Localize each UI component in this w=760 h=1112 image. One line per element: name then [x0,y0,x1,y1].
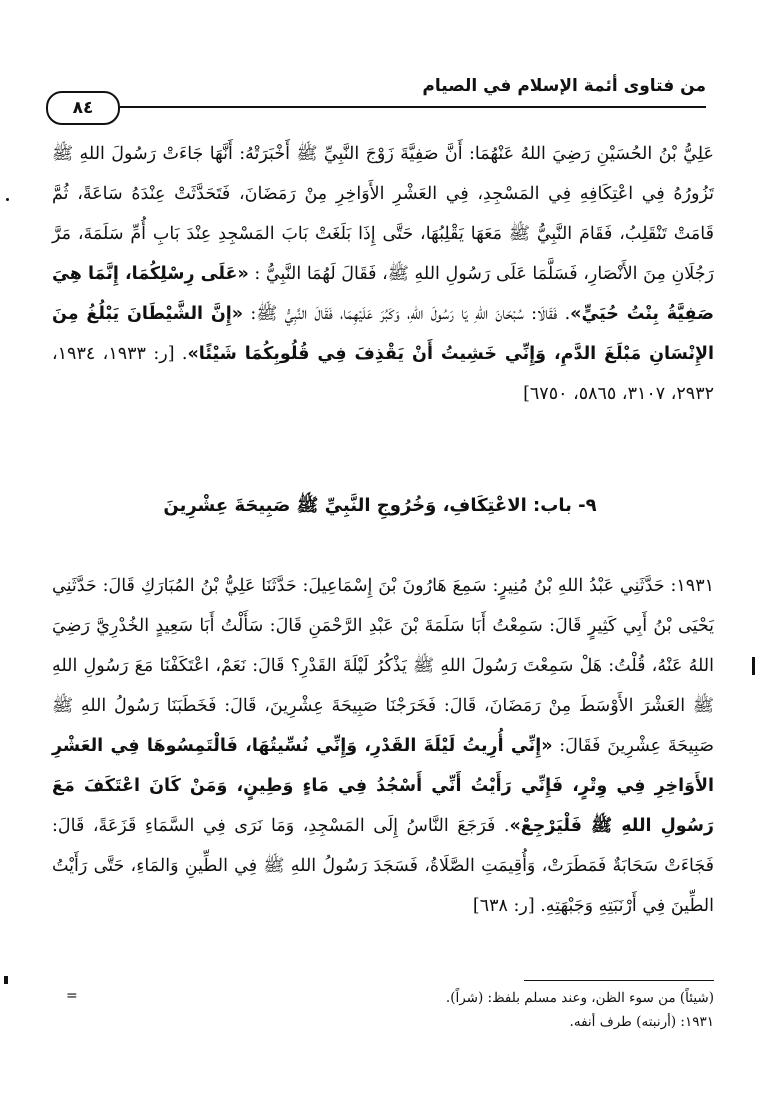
prophet-quote-1: «عَلَى رِسْلِكُمَا، إِنَّمَا هِيَ صَفِيَّةُ بِنْتُ حُيَيٍّ» [52,264,714,324]
page-number: ٨٤ [46,91,120,125]
hadith-paragraph-2 [52,566,714,926]
scan-edge-mark-right [752,657,755,675]
paragraph-1-intro: عَلِيُّ بْنُ الحُسَيْنِ رَضِيَ اللهُ عَنْهُمَا: أَنَّ صَفِيَّةَ زَوْجَ النَّبِيِّ ﷺ أَخْبَرَتْهُ: أَنَّهَا جَاءَتْ رَسُولَ اللهِ ﷺ تَزُورُهُ فِي اعْتِكَافِهِ فِي المَسْجِدِ، فِي العَشْرِ الأَوَاخِرِ مِنْ رَمَضَانَ، فَتَحَدَّثَتْ عِنْدَهُ سَاعَةً، ثُمَّ قَامَتْ تَنْقَلِبُ، فَقَامَ النَّبِيُّ ﷺ مَعَهَا يَقْلِبُهَا، حَتَّى إِذَا بَلَغَتْ بَابَ المَسْجِدِ عِنْدَ بَابِ أُمِّ سَلَمَةَ، مَرَّ رَجُلَانِ مِنَ الأَنْصَارِ، فَسَلَّمَا عَلَى رَسُولِ اللهِ ﷺ، فَقَالَ لَهُمَا النَّبِيُّ : [52,144,715,284]
header-rule [52,106,706,108]
footnotes [52,986,714,1034]
cross-reference-1: . [ر: ١٩٣٣، ١٩٣٤، ٢٩٣٢، ٣١٠٧، ٥٨٦٥، ٦٧٥٠] [52,344,714,404]
cross-reference-2: [ر: ٦٣٨] [472,896,535,916]
scan-edge-mark-left-lower [4,976,8,984]
footnote-line-1: (شيئاً) من سوء الظن، وعند مسلم بلفظ: (شراً). [445,990,714,1006]
footnote-line-2: ١٩٣١: (أرنبته) طرف أنفه. [569,1014,714,1030]
page-header [0,64,760,124]
footnote-rule [524,980,714,981]
paragraph-2-opening: ١٩٣١: حَدَّثَنِي عَبْدُ اللهِ بْنُ مُنِيرٍ: سَمِعَ هَارُونَ بْنَ إِسْمَاعِيلَ: حَدَّثَنَا عَلِيُّ بْنُ المُبَارَكِ قَالَ: حَدَّثَنِي يَحْيَى بْنُ أَبِي كَثِيرٍ قَالَ: سَمِعْتُ أَبَا سَلَمَةَ بْنَ عَبْدِ الرَّحْمَنِ قَالَ: سَأَلْتُ أَبَا سَعِيدٍ الخُدْرِيَّ رَضِيَ اللهُ عَنْهُ، قُلْتُ: هَلْ سَمِعْتَ رَسُولَ اللهِ ﷺ يَذْكُرُ لَيْلَةَ القَدْرِ؟ قَالَ: نَعَمْ، اعْتَكَفْنَا مَعَ رَسُولِ اللهِ ﷺ العَشْرَ الأَوْسَطَ مِنْ رَمَضَانَ، قَالَ: فَخَرَجْنَا صَبِيحَةَ عِشْرِينَ، قَالَ: فَخَطَبَنَا رَسُولُ اللهِ ﷺ صَبِيحَةَ عِشْرِينَ فَقَالَ: [52,576,714,756]
scan-edge-mark-left [6,198,9,201]
running-title: من فتاوى أئمة الإسلام في الصيام [422,76,706,96]
prophet-quote-3: «إِنِّي أُرِيتُ لَيْلَةَ القَدْرِ، وَإِنِّي نُسِّيتُهَا، فَالْتَمِسُوهَا فِي العَشْرِ الأَوَاخِرِ فِي وِتْرٍ، فَإِنِّي رَأَيْتُ أَنِّي أَسْجُدُ فِي مَاءٍ وَطِينٍ، وَمَنْ كَانَ اعْتَكَفَ مَعَ رَسُولِ اللهِ ﷺ فَلْيَرْجِعْ» [52,736,715,836]
paragraph-2-closing: . فَرَجَعَ النَّاسُ إِلَى المَسْجِدِ، وَمَا نَرَى فِي السَّمَاءِ قَزَعَةً، قَالَ: فَجَاءَتْ سَحَابَةٌ فَمَطَرَتْ، وَأُقِيمَتِ الصَّلَاةُ، فَسَجَدَ رَسُولُ اللهِ ﷺ فِي الطِّينِ وَالمَاءِ، حَتَّى رَأَيْتُ الطِّينَ فِي أَرْنَبَتِهِ وَجَبْهَتِهِ. [52,816,714,916]
paragraph-1-middle: . فَقَالَا: سُبْحَانَ اللهِ يَا رَسُولَ اللهِ، وَكَبُرَ عَلَيْهِمَا، فَقَالَ النَّبِيُّ ﷺ: [250,304,571,324]
chapter-heading: ٩- باب: الاعْتِكَافِ، وَخُرُوجِ النَّبِيِّ ﷺ صَبِيحَةَ عِشْرِينَ [163,495,597,516]
prophet-quote-2: «إِنَّ الشَّيْطَانَ يَبْلُغُ مِنَ الإِنْسَانِ مَبْلَغَ الدَّمِ، وَإِنِّي خَشِيتُ أَنْ يَقْذِفَ فِي قُلُوبِكُمَا شَيْئًا» [52,304,715,364]
hadith-paragraph-1 [52,134,714,414]
footnote-continuation-marker: = [66,988,78,1004]
